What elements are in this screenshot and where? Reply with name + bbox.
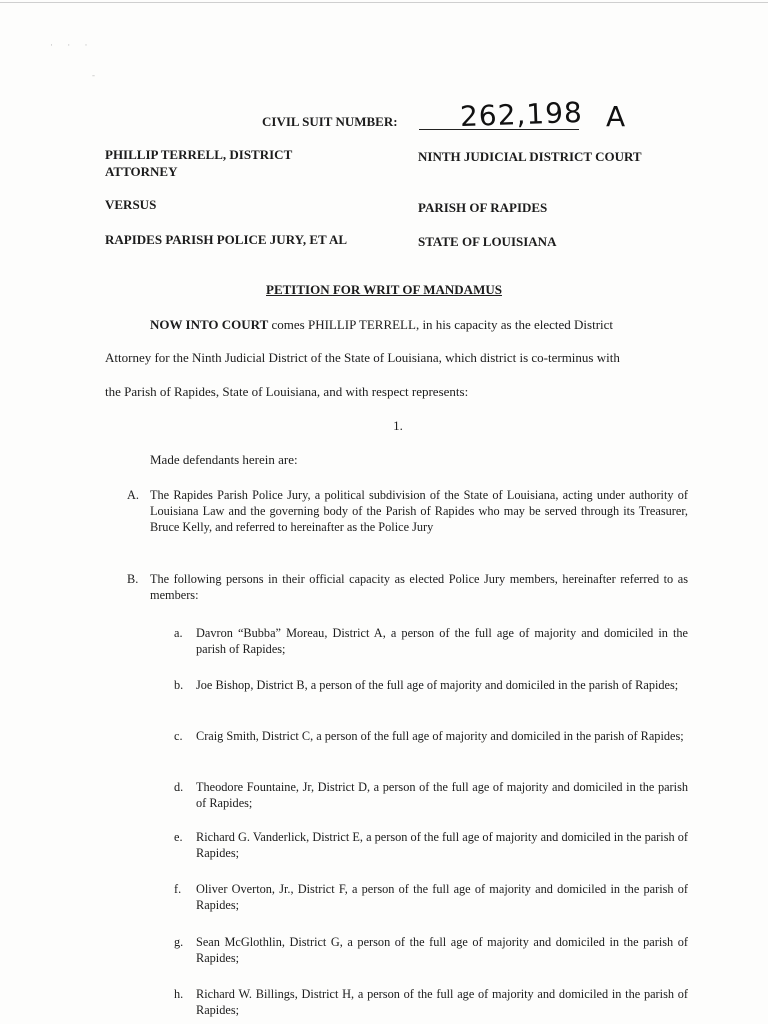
document-title: PETITION FOR WRIT OF MANDAMUS (266, 282, 502, 297)
civil-suit-number (262, 95, 662, 134)
member-text: Oliver Overton, Jr., District F, a person of the full age of majority and domiciled in the parish of Rapides; (196, 882, 688, 912)
member-marker: b. (174, 678, 184, 692)
member-marker: f. (174, 882, 182, 896)
versus-label: VERSUS (105, 197, 157, 212)
intro-line-1 (150, 317, 613, 333)
member-text: Davron “Bubba” Moreau, District A, a person of the full age of majority and domiciled in the parish of Rapides; (196, 626, 688, 656)
plaintiff-name: PHILLIP TERRELL, DISTRICT ATTORNEY (105, 147, 293, 179)
item-text: The following persons in their official capacity as elected Police Jury members, hereinafter referred to as members: (150, 572, 688, 602)
item-marker: A. (127, 488, 139, 502)
member-marker: g. (174, 935, 184, 949)
scan-speck: - (92, 70, 95, 80)
member-text: Joe Bishop, District B, a person of the full age of majority and domiciled in the parish of Rapides; (196, 678, 679, 692)
member-text: Sean McGlothlin, District G, a person of the full age of majority and domiciled in the parish of Rapides; (196, 935, 688, 965)
intro-line-1-rest: comes PHILLIP TERRELL, in his capacity as the elected District (268, 317, 614, 332)
scan-edge (0, 2, 768, 3)
item-marker: B. (127, 572, 139, 586)
scan-specks: · · · (50, 40, 94, 50)
member-marker: h. (174, 987, 184, 1001)
item-text: The Rapides Parish Police Jury, a political subdivision of the State of Louisiana, acting under authority of Louisiana Law and the governing body of the Parish of Rapides who may be served through its Treasurer, Bruce Kelly, and referred to hereinafter as the Police Jury (150, 488, 688, 534)
member-marker: e. (174, 830, 183, 844)
intro-line-3: the Parish of Rapides, State of Louisiana, and with respect represents: (105, 384, 469, 399)
member-marker: d. (174, 780, 184, 794)
defendant-name: RAPIDES PARISH POLICE JURY, ET AL (105, 232, 348, 247)
intro-line-2: Attorney for the Ninth Judicial District of the State of Louisiana, which district is co-terminus with (105, 350, 620, 365)
court-name: NINTH JUDICIAL DISTRICT COURT (418, 149, 642, 164)
member-text: Richard W. Billings, District H, a person of the full age of majority and domiciled in the parish of Rapides; (196, 987, 688, 1017)
paragraph-number: 1. (393, 418, 403, 433)
civil-suit-label: CIVIL SUIT NUMBER: (262, 114, 398, 129)
state-name: STATE OF LOUISIANA (418, 234, 557, 249)
member-text: Richard G. Vanderlick, District E, a person of the full age of majority and domiciled in the parish of Rapides; (196, 830, 688, 860)
defendants-intro: Made defendants herein are: (150, 452, 298, 467)
member-marker: a. (174, 626, 183, 640)
member-text: Craig Smith, District C, a person of the full age of majority and domiciled in the parish of Rapides; (196, 729, 684, 743)
member-text: Theodore Fountaine, Jr, District D, a person of the full age of majority and domiciled in the parish of Rapides; (196, 780, 688, 810)
intro-bold-lead: NOW INTO COURT (150, 317, 269, 332)
parish-name: PARISH OF RAPIDES (418, 200, 548, 215)
member-marker: c. (174, 729, 183, 743)
handwritten-case-suffix: A (606, 100, 626, 133)
handwritten-case-number: 262,198 (459, 95, 584, 134)
